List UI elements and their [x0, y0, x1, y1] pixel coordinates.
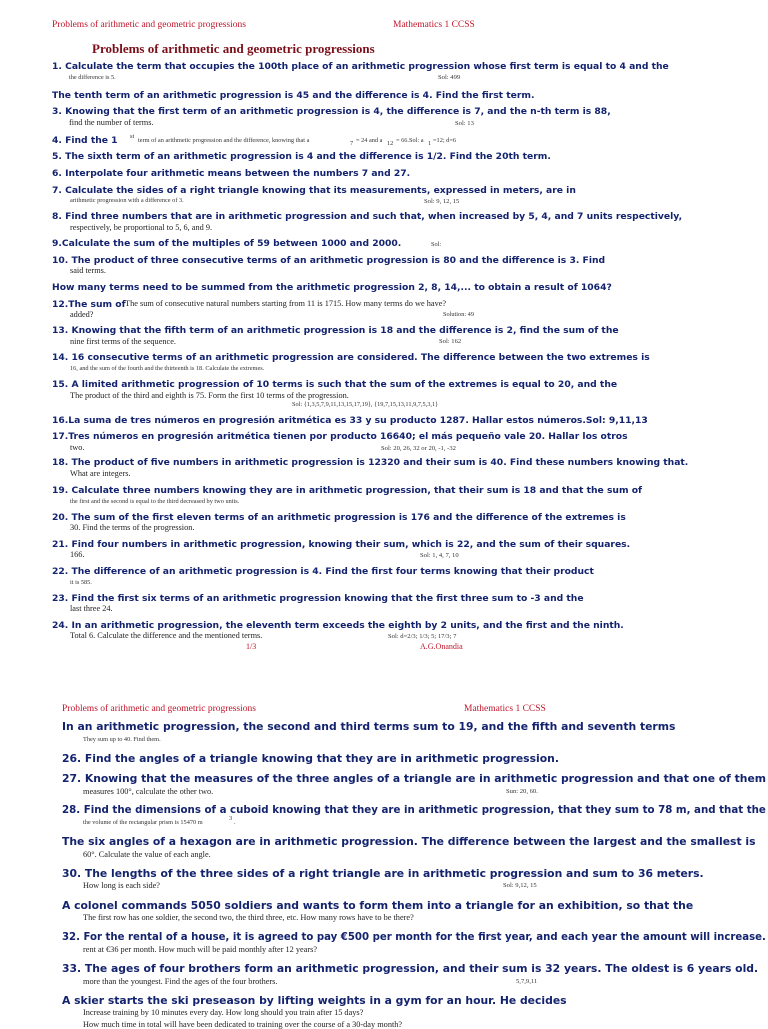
problem-continuation: The product of the third and eighth is 75. Form the first 10 terms of the progression. [70, 391, 349, 400]
problem-continuation: two. [70, 443, 85, 452]
problem-text: 13. Knowing that the fifth term of an arithmetic progression is 18 and the difference is 2, find the sum of the [52, 325, 619, 336]
solution-text: Sol: 162 [439, 338, 462, 345]
problem-text: 19. Calculate three numbers knowing they are in arithmetic progression, that their sum is 18 and that the sum of [52, 485, 643, 496]
problem-continuation: it is 585. [70, 579, 92, 586]
problem-text: 24. In an arithmetic progression, the eleventh term exceeds the eighth by 2 units, and the first and the ninth. [52, 620, 624, 631]
problem-continuation: find the number of terms. [69, 118, 154, 127]
page-header-right: Mathematics 1 CCSS [464, 704, 546, 714]
problem-text: 10. The product of three consecutive terms of an arithmetic progression is 80 and the difference is 3. Find [52, 255, 606, 266]
problem-continuation: Total 6. Calculate the difference and the mentioned terms. [70, 631, 263, 640]
problem-text: 4. Find the 1 [52, 135, 118, 146]
problem-text: 22. The difference of an arithmetic progression is 4. Find the first four terms knowing that their product [52, 566, 594, 577]
problem-text: 16.La suma de tres números en progresión aritmética es 33 y su producto 1287. Hallar estos números.Sol: 9,11,13 [52, 415, 648, 426]
problem-text: 14. 16 consecutive terms of an arithmetic progression are considered. The difference between the two extremes is [52, 352, 650, 363]
problem-continuation: Sol: {1,3,5,7,9,11,13,15,17,19}, {19,7,15,13,11,9,7,5,3,1} [292, 401, 439, 408]
problem-text: 33. The ages of four brothers form an arithmetic progression, and their sum is 32 years. The oldest is 6 years old. [62, 962, 759, 975]
problem-text: The tenth term of an arithmetic progression is 45 and the difference is 4. Find the first term. [52, 90, 535, 101]
problem-continuation: 16, and the sum of the fourth and the thirteenth is 18. Calculate the extremes. [70, 365, 265, 372]
problem-continuation: term of an arithmetic progression and the difference, knowing that a [138, 137, 310, 144]
problem-continuation: 7 [350, 140, 354, 147]
problem-continuation: They sum up to 40. Find them. [83, 736, 161, 743]
problem-continuation: . [234, 819, 236, 826]
solution-text: Sol: 13 [455, 120, 474, 127]
problem-text: In an arithmetic progression, the second and third terms sum to 19, and the fifth and seventh terms [62, 720, 676, 733]
solution-text: Sol: 20, 26, 32 or 20, -1, -32 [381, 445, 456, 452]
solution-text: Sun: 20, 60. [506, 788, 538, 795]
problem-continuation: = 66.Sol: a [396, 137, 424, 144]
problem-text: 17.Tres números en progresión aritmética tienen por producto 16640; el más pequeño vale 20. Hallar los otros [52, 431, 628, 442]
problem-text: A colonel commands 5050 soldiers and wants to form them into a triangle for an exhibition, so that the [62, 899, 694, 912]
problem-continuation: respectively, be proportional to 5, 6, and 9. [70, 223, 213, 232]
problem-continuation: Increase training by 10 minutes every day. How long should you train after 15 days? [83, 1008, 364, 1017]
problem-continuation: 60°. Calculate the value of each angle. [83, 850, 211, 859]
problem-continuation: added? [70, 310, 94, 319]
problem-continuation: rent at €36 per month. How much will be paid monthly after 12 years? [83, 945, 318, 954]
solution-text: Sol: d=2/3; 1/3; 5; 17/3; 7 [388, 633, 457, 640]
solution-text: Sol: 499 [438, 74, 461, 81]
problem-continuation: nine first terms of the sequence. [70, 337, 176, 346]
problem-text: How many terms need to be summed from the arithmetic progression 2, 8, 14,... to obtain a result of 1064? [52, 282, 612, 293]
problem-text: 1. Calculate the term that occupies the 100th place of an arithmetic progression whose first term is equal to 4 and the [52, 61, 669, 72]
problem-continuation: The first row has one soldier, the second two, the third three, etc. How many rows have to be there? [83, 913, 414, 922]
problem-text: 15. A limited arithmetic progression of 10 terms is such that the sum of the extremes is equal to 20, and the [52, 379, 618, 390]
problem-text: 32. For the rental of a house, it is agreed to pay €500 per month for the first year, and each year the amount will increase. [62, 930, 766, 943]
problem-text: The six angles of a hexagon are in arithmetic progression. The difference between the largest and the smallest is [62, 835, 756, 848]
problem-text: 9.Calculate the sum of the multiples of 59 between 1000 and 2000. [52, 238, 402, 249]
problem-text: 30. The lengths of the three sides of a right triangle are in arithmetic progression and sum to 36 meters. [62, 867, 704, 880]
problem-continuation: 12 [387, 140, 394, 147]
problem-continuation: 166. [70, 550, 85, 559]
problem-text: 26. Find the angles of a triangle knowing that they are in arithmetic progression. [62, 752, 559, 765]
problem-continuation: said terms. [70, 266, 106, 275]
solution-text: Sol: 9, 12, 15 [424, 198, 460, 205]
problem-text: 21. Find four numbers in arithmetic progression, knowing their sum, which is 22, and the sum of their squares. [52, 539, 631, 550]
problem-text: 8. Find three numbers that are in arithmetic progression and such that, when increased by 5, 4, and 7 units respectively, [52, 211, 683, 222]
problem-continuation: How much time in total will have been dedicated to training over the course of a 30-day month? [83, 1020, 403, 1029]
problem-text: 18. The product of five numbers in arithmetic progression is 12320 and their sum is 40. Find these numbers knowing that. [52, 457, 689, 468]
solution-text: Sol: 9,12, 15 [503, 882, 537, 889]
problem-continuation: last three 24. [70, 604, 113, 613]
problem-continuation: arithmetic progression with a difference of 3. [70, 197, 184, 204]
page-header-left: Problems of arithmetic and geometric progressions [52, 20, 246, 30]
solution-text: Sol: 1, 4, 7, 10 [420, 552, 459, 559]
problem-text: A skier starts the ski preseason by lifting weights in a gym for an hour. He decides [62, 994, 567, 1007]
problem-continuation: st [130, 133, 135, 140]
solution-text: 5,7,9,11 [516, 978, 538, 985]
problem-continuation: The sum of consecutive natural numbers starting from 11 is 1715. How many terms do we have? [125, 299, 447, 308]
document-title: Problems of arithmetic and geometric progressions [92, 41, 375, 56]
problem-text: 23. Find the first six terms of an arithmetic progression knowing that the first three sum to -3 and the [52, 593, 584, 604]
page-2 [0, 695, 768, 1029]
problem-text: 12.The sum of [52, 299, 126, 310]
problem-text: 7. Calculate the sides of a right triangle knowing that its measurements, expressed in meters, are in [52, 185, 576, 196]
problem-text: 27. Knowing that the measures of the three angles of a triangle are in arithmetic progression and that one of them [62, 772, 767, 785]
problem-continuation: How long is each side? [83, 881, 160, 890]
problem-continuation: Sol: [431, 241, 442, 248]
problem-text: 6. Interpolate four arithmetic means between the numbers 7 and 27. [52, 168, 411, 179]
problem-continuation: What are integers. [70, 469, 131, 478]
page-header-right: Mathematics 1 CCSS [393, 20, 475, 30]
page-header-left: Problems of arithmetic and geometric progressions [62, 704, 256, 714]
problem-text: 5. The sixth term of an arithmetic progression is 4 and the difference is 1/2. Find the 20th term. [52, 151, 551, 162]
problem-continuation: =12; d=6 [433, 137, 457, 144]
problem-continuation: 30. Find the terms of the progression. [70, 523, 195, 532]
problem-continuation: more than the youngest. Find the ages of the four brothers. [83, 977, 278, 986]
problem-continuation: = 24 and a [356, 137, 383, 144]
problem-continuation: Solution: 49 [443, 311, 474, 318]
problem-continuation: 1 [428, 140, 432, 147]
problem-text: 28. Find the dimensions of a cuboid knowing that they are in arithmetic progression, that they sum to 78 m, and that the [62, 803, 766, 816]
problem-continuation: the volume of the rectangular prism is 15470 m [83, 819, 203, 826]
problem-text: 20. The sum of the first eleven terms of an arithmetic progression is 176 and the difference of the extremes is [52, 512, 626, 523]
author-name: A.G.Onandia [420, 642, 463, 651]
problem-continuation: the first and the second is equal to the third decreased by two units. [70, 498, 240, 505]
problem-continuation: 3 [229, 815, 233, 822]
problem-text: 3. Knowing that the first term of an arithmetic progression is 4, the difference is 7, and the n-th term is 88, [52, 106, 611, 117]
problem-continuation: the difference is 5. [69, 74, 116, 81]
problem-continuation: measures 100°, calculate the other two. [83, 787, 214, 796]
page-number: 1/3 [246, 642, 257, 651]
